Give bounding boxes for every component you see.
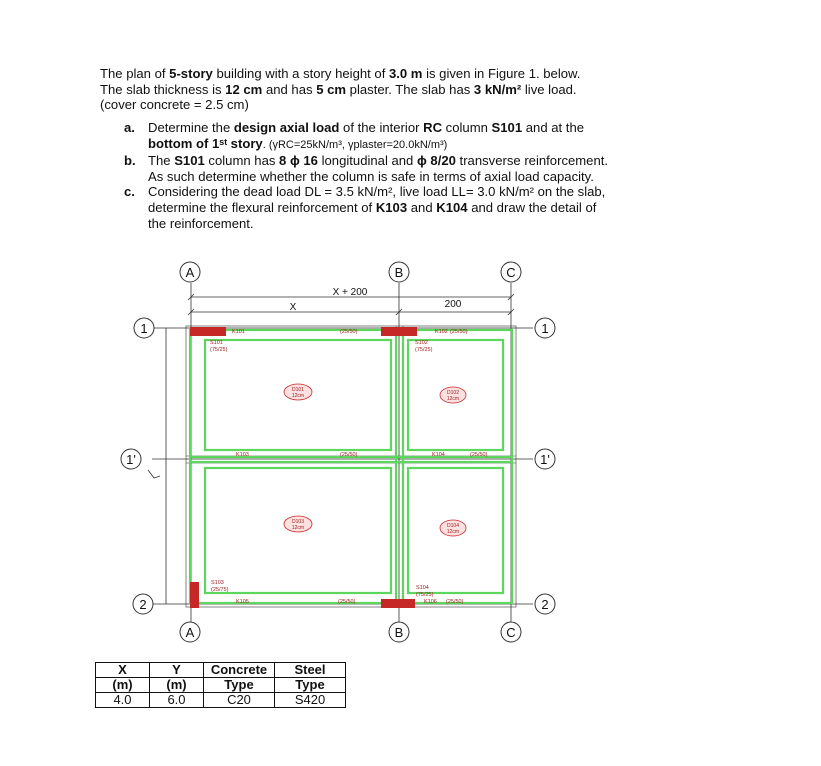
slab-tags <box>284 384 466 536</box>
slab-name-d103: D103 <box>292 519 304 525</box>
beam-label-k101: K101 <box>232 329 245 335</box>
beam-size-k103: (25/50) <box>340 452 358 458</box>
dim-label-200: 200 <box>444 299 462 310</box>
slab-outer-border <box>190 330 512 603</box>
question-a-label: a. <box>124 120 135 135</box>
slab-thk-d101: 12cm <box>291 393 305 399</box>
value-steel: S420 <box>275 693 346 708</box>
column-s101-shape <box>190 327 226 336</box>
slab-name-d101: D101 <box>292 387 304 393</box>
axis-label-left-1: 1 <box>140 321 148 336</box>
question-b-label: b. <box>124 153 136 169</box>
axis-label-right-1: 1 <box>541 321 549 336</box>
slab-outlines <box>190 330 512 603</box>
axis-label-bottom-b: B <box>394 625 404 640</box>
axis-label-left-1p: 1' <box>126 452 136 467</box>
wall-outline <box>186 326 516 607</box>
question-a: a. Determine the design axial load of the interior RC column S101 and at the bottom of 1ˢᵗ story. (γRC=25kN/m³, γplaster=20.0kN/m³) <box>124 120 585 151</box>
beam-size-k102: (25/50) <box>450 329 468 335</box>
question-c: c. Considering the dead load DL = 3.5 kN/m², live load LL= 3.0 kN/m² on the slab, determine the flexural reinforcement of K103 and K104 and draw the detail of the reinforcement. <box>124 184 606 231</box>
column-size-s101: (75/25) <box>210 347 228 353</box>
beam-label-k104: K104 <box>432 452 445 458</box>
axis-label-right-2: 2 <box>541 597 549 612</box>
header-steel-type: Type <box>275 678 346 693</box>
slab-thk-d103: 12cm <box>291 525 305 531</box>
beam-size-k104: (25/50) <box>470 452 488 458</box>
value-x: 4.0 <box>96 693 150 708</box>
axis-label-bottom-c: C <box>506 625 516 640</box>
slab-name-d104: D104 <box>447 523 459 529</box>
slab-thk-d102: 12cm <box>446 396 460 402</box>
beam-size-k105: (25/50) <box>338 599 356 605</box>
beam-label-k102: K102 <box>435 329 448 335</box>
column-label-s101: S101 <box>210 340 223 346</box>
slab-name-d102: D102 <box>447 390 459 396</box>
dim-label-x: X <box>289 302 297 313</box>
column-size-s103: (25/75) <box>211 587 229 593</box>
dimension-labels <box>290 287 462 313</box>
table-header-row-1 <box>96 663 346 678</box>
table-header-row-2 <box>96 678 346 693</box>
question-b: b. The S101 column has 8 ϕ 16 longitudinal and ϕ 8/20 transverse reinforcement. As such determine whether the column is safe in terms of axial load capacity. <box>124 153 609 184</box>
intro-line-2: The slab thickness is 12 cm and has 5 cm plaster. The slab has 3 kN/m² live load. <box>100 81 577 97</box>
value-y: 6.0 <box>150 693 204 708</box>
header-y: Y <box>150 663 204 678</box>
header-x-unit: (m) <box>96 678 150 693</box>
question-c-label: c. <box>124 184 135 200</box>
intro-line-1: The plan of 5-story building with a story height of 3.0 m is given in Figure 1. below. <box>100 66 581 81</box>
axis-label-top-c: C <box>506 265 516 280</box>
header-x: X <box>96 663 150 678</box>
axis-label-left-2: 2 <box>139 597 147 612</box>
column-size-s104: (75/25) <box>416 592 434 598</box>
header-steel: Steel <box>275 663 346 678</box>
column-s104-shape <box>381 599 415 608</box>
header-y-unit: (m) <box>150 678 204 693</box>
axis-label-bottom-a: A <box>185 625 195 640</box>
intro-line-3: (cover concrete = 2.5 cm) <box>100 97 249 113</box>
axis-label-top-a: A <box>185 265 195 280</box>
column-s102-shape <box>381 327 417 336</box>
dim-label-total: X + 200 <box>332 287 368 298</box>
properties-table <box>95 662 346 708</box>
axis-label-top-b: B <box>394 265 404 280</box>
slab-thk-d104: 12cm <box>446 529 460 535</box>
beam-size-k106: (25/50) <box>446 599 464 605</box>
column-label-s104: S104 <box>416 585 429 591</box>
beam-label-k103: K103 <box>236 452 249 458</box>
header-concrete: Concrete <box>204 663 275 678</box>
column-size-s102: (75/25) <box>415 347 433 353</box>
value-concrete: C20 <box>204 693 275 708</box>
beam-size-k101: (25/50) <box>340 329 358 335</box>
axis-label-right-1p: 1' <box>540 452 550 467</box>
beam-label-k105: K105 <box>236 599 249 605</box>
column-s103-shape <box>190 582 199 608</box>
column-label-s102: S102 <box>415 340 428 346</box>
table-row <box>96 693 346 708</box>
header-concrete-type: Type <box>204 678 275 693</box>
beam-label-k106: K106 <box>424 599 437 605</box>
column-label-s103: S103 <box>211 580 224 586</box>
